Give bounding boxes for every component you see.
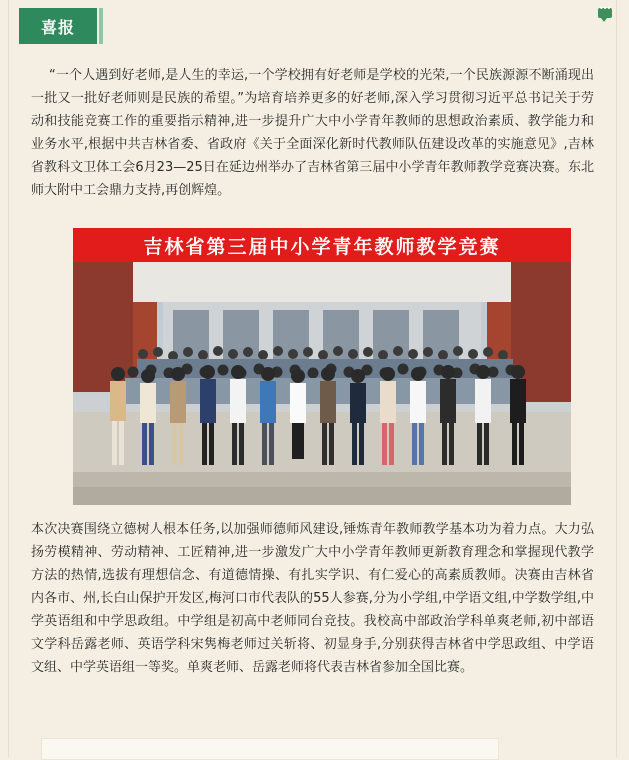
group-photo-illustration	[73, 262, 571, 505]
group-photo	[73, 262, 571, 505]
competition-banner-title: 吉林省第三届中小学青年教师教学竞赛	[73, 228, 571, 262]
next-section-card	[41, 738, 499, 760]
intro-paragraph: “一个人遇到好老师,是人生的幸运,一个学校拥有好老师是学校的光荣,一个民族源源不断涌现出一批又一批好老师则是民族的希望。”为培育培养更多的好老师,深入学习贯彻习近平总书记关于劳动和技能竞赛工作的重要指示精神,进一步提升广大中小学青年教师的思想政治素质、教学能力和业务水平,根据中共吉林省委、省政府《关于全面深化新时代教师队伍建设改革的实施意见》,吉林省教科文卫体工会6月23—25日在延边州举办了吉林省第三届中小学青年教师教学竞赛决赛。东北师大附中工会鼎力支持,再创辉煌。	[31, 68, 594, 198]
chat-bubble-icon[interactable]	[598, 8, 612, 18]
news-badge: 喜报	[19, 8, 97, 44]
article-page	[8, 0, 617, 758]
result-paragraph: 本次决赛围绕立德树人根本任务,以加强师德师风建设,锤炼青年教师教学基本功为着力点。大力弘扬劳模精神、劳动精神、工匠精神,进一步激发广大中小学青年教师更新教育理念和掌握现代教学方法的热情,选拔有理想信念、有道德情操、有扎实学识、有仁爱心的高素质教师。决赛由吉林省内各市、州,长白山保护开发区,梅河口市代表队的55人参赛,分为小学组,中学语文组,中学数学组,中学英语组和中学思政组。中学组是初高中老师同台竞技。我校高中部政治学科单爽老师,初中部语文学科岳露老师、英语学科宋隽梅老师过关斩将、初显身手,分别获得吉林省中学思政组、中学语文组、中学英语组一等奖。单爽老师、岳露老师将代表吉林省参加全国比赛。	[31, 522, 594, 675]
